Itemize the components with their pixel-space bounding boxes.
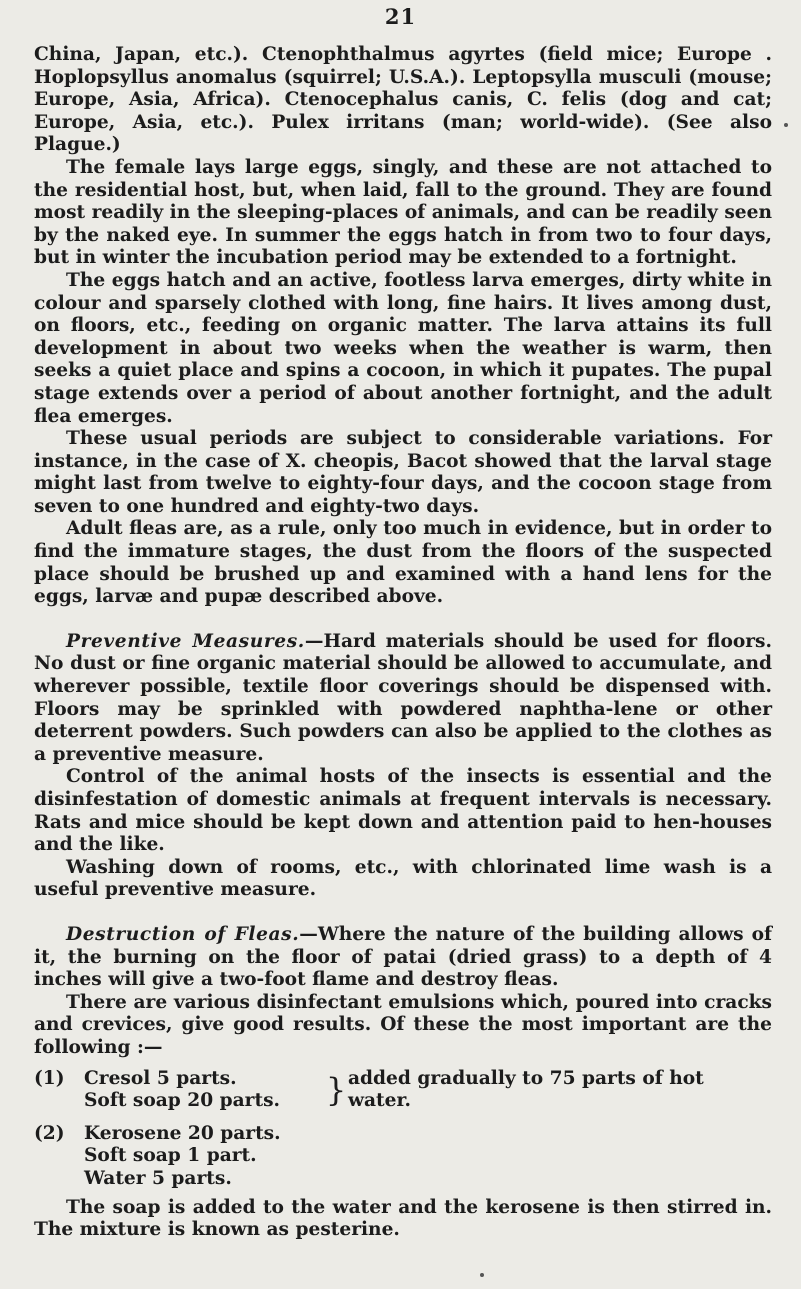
paragraph-adult-fleas: Adult fleas are, as a rule, only too much in evidence, but in order to find the immature stages, the dust from the floors of the suspected place should be brushed up and examined with a hand lens for the eggs, larvæ and pupæ described above.: [34, 518, 772, 608]
recipe-ingredient: Cresol 5 parts.: [84, 1067, 237, 1089]
recipe-ingredient: Water 5 parts.: [84, 1167, 232, 1189]
recipe-ingredient: Soft soap 20 parts.: [84, 1090, 281, 1112]
print-speck: [784, 123, 788, 127]
recipe-ingredients: [84, 1123, 324, 1191]
destruction-body: —Where the nature of the building allows of it, the burning on the floor of patai (dried grass) to a depth of 4 inches will give a two-foot flame and destroy fleas.: [34, 923, 772, 991]
section-heading-destruction: Destruction of Fleas.: [66, 923, 300, 945]
paragraph-species-list: China, Japan, etc.). Ctenophthalmus agyrtes (field mice; Europe . Hoplopsyllus anomalus (squirrel; U.S.A.). Leptopsylla musculi (mouse; Europe, Asia, Africa). Ctenocephalus canis, C. felis (dog and cat; Europe, Asia, etc.). Pulex irritans (man; world-wide). (See also Plague.): [34, 44, 772, 156]
paragraph-variations: These usual periods are subject to considerable variations. For instance, in the case of X. cheopis, Bacot showed that the larval stage might last from twelve to eighty-four days, and the cocoon stage from seven to one hundred and eighty-two days.: [34, 428, 772, 517]
preventive-body: —Hard materials should be used for floors. No dust or fine organic material should be allowed to accumulate, and wherever possible, textile floor coverings should be dispensed with. Floors may be sprinkled with powdered naphtha-lene or other deterrent powders. Such powders can also be applied to the clothes as a preventive measure.: [34, 630, 772, 765]
paragraph-washing: Washing down of rooms, etc., with chlorinated lime wash is a useful preventive measure.: [34, 856, 772, 901]
paragraph-preventive-measures: [34, 631, 772, 767]
recipe-number: (1): [34, 1067, 65, 1089]
brace-glyph: }: [325, 1071, 347, 1110]
paragraph-emulsions: There are various disinfectant emulsions which, poured into cracks and crevices, give good results. Of these the most important are the following :—: [34, 991, 772, 1058]
recipe-note-line: added gradually to 75 parts of hot: [348, 1067, 704, 1089]
paragraph-pesterine: The soap is added to the water and the kerosene is then stirred in. The mixture is known as pesterine.: [34, 1196, 772, 1241]
recipe-ingredients: [84, 1068, 324, 1113]
recipe-list: [34, 1068, 772, 1191]
recipe-note: [348, 1068, 772, 1113]
paragraph-animal-hosts: Control of the animal hosts of the insects is essential and the disinfestation of domestic animals at frequent intervals is necessary. Rats and mice should be kept down and attention paid to hen-houses and the like.: [34, 766, 772, 856]
paragraph-eggs: The female lays large eggs, singly, and these are not attached to the residential host, but, when laid, fall to the ground. They are found most readily in the sleeping-places of animals, and can be readily seen by the naked eye. In summer the eggs hatch in from two to four days, but in winter the incubation period may be extended to a fortnight.: [34, 156, 772, 269]
page-number: 21: [384, 4, 417, 29]
recipe-ingredient: Soft soap 1 part.: [84, 1145, 257, 1167]
recipe-item: [34, 1123, 772, 1191]
page-body: [34, 44, 772, 1242]
paragraph-larva: The eggs hatch and an active, footless larva emerges, dirty white in colour and sparsely clothed with long, fine hairs. It lives among dust, on floors, etc., feeding on organic matter. The larva attains its full development in about two weeks when the weather is warm, then seeks a quiet place and spins a cocoon, in which it pupates. The pupal stage extends over a period of about another fortnight, and the adult flea emerges.: [34, 269, 772, 427]
recipe-note-line: water.: [348, 1090, 412, 1112]
paragraph-destruction: [34, 924, 772, 992]
recipe-ingredient: Kerosene 20 parts.: [84, 1122, 281, 1144]
recipe-item: [34, 1068, 772, 1113]
recipe-number: (2): [34, 1122, 65, 1144]
print-speck: [480, 1273, 484, 1277]
section-heading-preventive: Preventive Measures.: [66, 630, 305, 652]
